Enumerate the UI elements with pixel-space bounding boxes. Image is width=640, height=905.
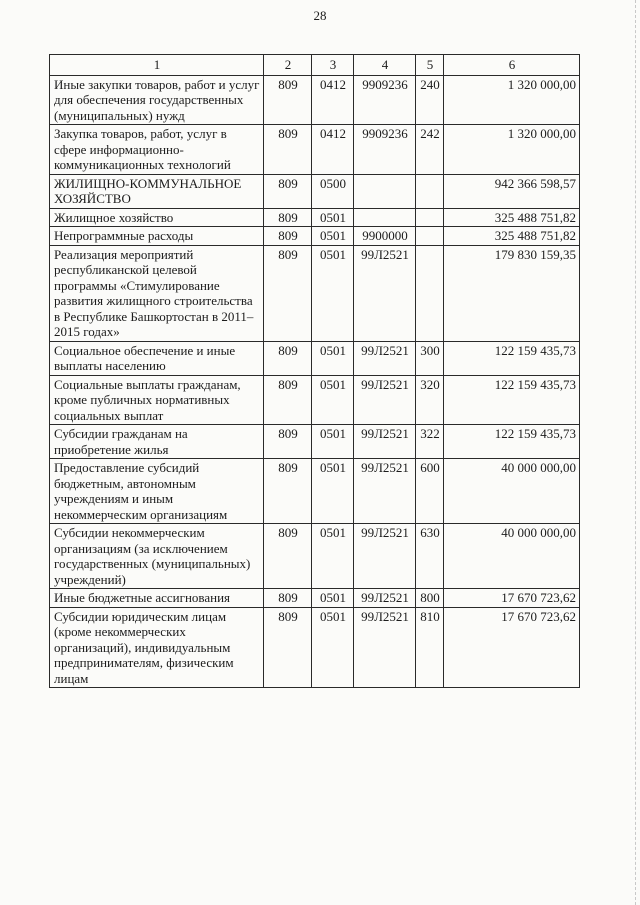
row-col-5: 630 [416, 524, 444, 589]
row-amount: 325 488 751,82 [444, 208, 580, 227]
row-col-2: 809 [264, 125, 312, 175]
row-amount: 122 159 435,73 [444, 375, 580, 425]
row-col-4: 99Л2521 [354, 375, 416, 425]
row-col-3: 0501 [312, 459, 354, 524]
row-name: Непрограммные расходы [50, 227, 264, 246]
table-row [50, 459, 580, 524]
header-col-4: 4 [354, 55, 416, 76]
row-col-5 [416, 174, 444, 208]
row-col-3: 0500 [312, 174, 354, 208]
table-row [50, 208, 580, 227]
row-name: Иные бюджетные ассигнования [50, 589, 264, 608]
row-col-4: 99Л2521 [354, 459, 416, 524]
table-row [50, 425, 580, 459]
row-col-4: 9909236 [354, 125, 416, 175]
row-col-5 [416, 208, 444, 227]
row-name: Закупка товаров, работ, услуг в сфере информационно-коммуникационных технологий [50, 125, 264, 175]
header-row [50, 55, 580, 76]
row-col-4: 99Л2521 [354, 425, 416, 459]
row-col-3: 0501 [312, 245, 354, 341]
row-col-3: 0501 [312, 341, 354, 375]
row-name: Субсидии некоммерческим организациям (за исключением государственных (муниципальных) учреждений) [50, 524, 264, 589]
row-col-4: 9909236 [354, 75, 416, 125]
row-col-3: 0501 [312, 607, 354, 688]
row-col-2: 809 [264, 174, 312, 208]
row-amount: 1 320 000,00 [444, 125, 580, 175]
row-name: Иные закупки товаров, работ и услуг для обеспечения государственных (муниципальных) нужд [50, 75, 264, 125]
row-name: Субсидии юридическим лицам (кроме некоммерческих организаций), индивидуальным предпринимателям, физическим лицам [50, 607, 264, 688]
row-col-4 [354, 174, 416, 208]
row-amount: 17 670 723,62 [444, 607, 580, 688]
row-col-3: 0501 [312, 208, 354, 227]
table-row [50, 174, 580, 208]
table-row [50, 227, 580, 246]
row-name: ЖИЛИЩНО-КОММУНАЛЬНОЕ ХОЗЯЙСТВО [50, 174, 264, 208]
header-col-5: 5 [416, 55, 444, 76]
row-col-3: 0412 [312, 75, 354, 125]
row-col-3: 0501 [312, 375, 354, 425]
budget-table [49, 54, 580, 688]
row-col-2: 809 [264, 75, 312, 125]
table-row [50, 589, 580, 608]
header-col-6: 6 [444, 55, 580, 76]
row-col-3: 0501 [312, 227, 354, 246]
row-col-2: 809 [264, 208, 312, 227]
table-row [50, 341, 580, 375]
table-row [50, 375, 580, 425]
table-row [50, 245, 580, 341]
row-col-3: 0412 [312, 125, 354, 175]
row-col-5: 322 [416, 425, 444, 459]
row-col-5: 240 [416, 75, 444, 125]
row-col-4: 99Л2521 [354, 524, 416, 589]
row-amount: 40 000 000,00 [444, 524, 580, 589]
row-amount: 1 320 000,00 [444, 75, 580, 125]
header-col-3: 3 [312, 55, 354, 76]
row-name: Предоставление субсидий бюджетным, автономным учреждениям и иным некоммерческим организациям [50, 459, 264, 524]
row-col-5: 300 [416, 341, 444, 375]
header-col-1: 1 [50, 55, 264, 76]
row-col-4: 9900000 [354, 227, 416, 246]
row-col-2: 809 [264, 245, 312, 341]
row-col-2: 809 [264, 459, 312, 524]
row-amount: 325 488 751,82 [444, 227, 580, 246]
row-col-5 [416, 227, 444, 246]
scan-edge [635, 0, 638, 905]
row-col-2: 809 [264, 589, 312, 608]
row-col-5: 800 [416, 589, 444, 608]
row-name: Жилищное хозяйство [50, 208, 264, 227]
row-amount: 122 159 435,73 [444, 425, 580, 459]
row-col-2: 809 [264, 607, 312, 688]
row-col-5 [416, 245, 444, 341]
row-amount: 40 000 000,00 [444, 459, 580, 524]
row-name: Субсидии гражданам на приобретение жилья [50, 425, 264, 459]
row-col-4: 99Л2521 [354, 607, 416, 688]
row-amount: 122 159 435,73 [444, 341, 580, 375]
table-row [50, 125, 580, 175]
row-name: Реализация мероприятий республиканской целевой программы «Стимулирование развития жилищного строительства в Республике Башкортостан в 2011–2015 годах» [50, 245, 264, 341]
row-amount: 942 366 598,57 [444, 174, 580, 208]
row-col-4: 99Л2521 [354, 341, 416, 375]
header-col-2: 2 [264, 55, 312, 76]
row-col-3: 0501 [312, 524, 354, 589]
row-col-2: 809 [264, 375, 312, 425]
row-col-5: 600 [416, 459, 444, 524]
row-col-2: 809 [264, 227, 312, 246]
table-row [50, 75, 580, 125]
row-col-5: 810 [416, 607, 444, 688]
table-row [50, 607, 580, 688]
row-col-3: 0501 [312, 589, 354, 608]
table-row [50, 524, 580, 589]
row-col-5: 242 [416, 125, 444, 175]
row-name: Социальные выплаты гражданам, кроме публичных нормативных социальных выплат [50, 375, 264, 425]
row-col-4: 99Л2521 [354, 589, 416, 608]
row-col-5: 320 [416, 375, 444, 425]
row-col-2: 809 [264, 425, 312, 459]
row-amount: 179 830 159,35 [444, 245, 580, 341]
row-col-3: 0501 [312, 425, 354, 459]
row-name: Социальное обеспечение и иные выплаты населению [50, 341, 264, 375]
row-col-2: 809 [264, 524, 312, 589]
row-col-4 [354, 208, 416, 227]
row-amount: 17 670 723,62 [444, 589, 580, 608]
page-number: 28 [313, 8, 327, 23]
row-col-4: 99Л2521 [354, 245, 416, 341]
row-col-2: 809 [264, 341, 312, 375]
